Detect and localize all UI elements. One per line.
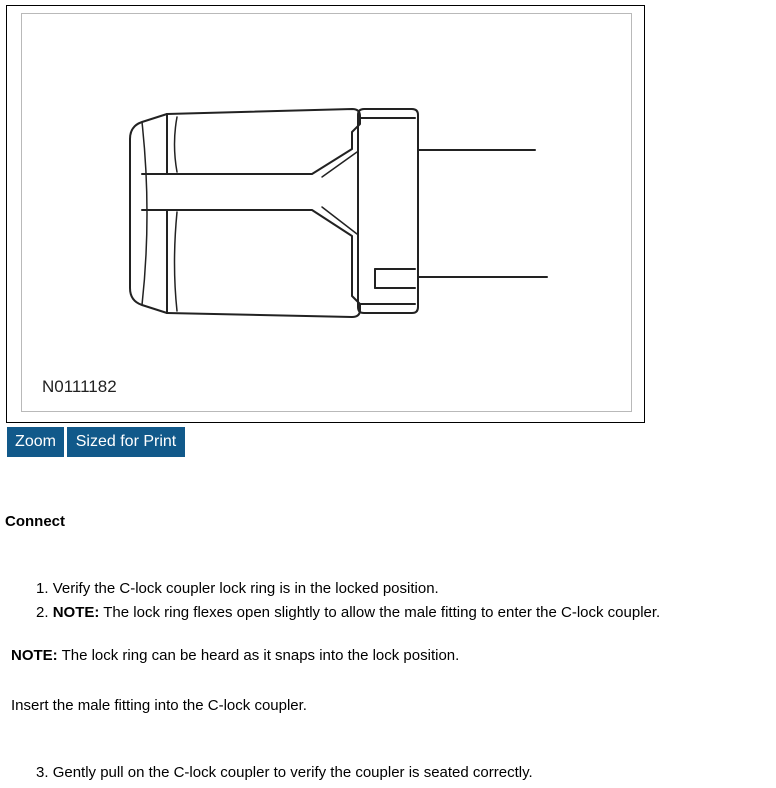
c-lock-coupler-illustration — [22, 14, 631, 411]
step-text: Gently pull on the C-lock coupler to verify the coupler is seated correctly. — [52, 764, 533, 781]
note-text: The lock ring can be heard as it snaps into the lock position. — [61, 647, 460, 664]
step-text: The lock ring flexes open slightly to allow the male fitting to enter the C-lock coupler. — [103, 604, 661, 621]
step-number: 1. — [36, 580, 49, 597]
section-heading: Connect — [5, 513, 65, 530]
note-paragraph — [11, 647, 459, 664]
step-note-label: NOTE: — [52, 604, 100, 621]
note-label: NOTE: — [11, 647, 58, 664]
figure-id-label: N0111182 — [42, 377, 117, 396]
step-text: Verify the C-lock coupler lock ring is in the locked position. — [52, 580, 439, 597]
zoom-button[interactable]: Zoom — [7, 427, 64, 457]
figure-frame — [6, 5, 645, 423]
sized-for-print-button[interactable]: Sized for Print — [67, 427, 185, 457]
step-1 — [36, 580, 439, 597]
step-3 — [36, 764, 533, 781]
step-number: 3. — [36, 764, 49, 781]
figure-border — [21, 13, 632, 412]
step-2 — [36, 604, 660, 621]
step-number: 2. — [36, 604, 49, 621]
instruction-paragraph: Insert the male fitting into the C-lock coupler. — [11, 697, 307, 714]
